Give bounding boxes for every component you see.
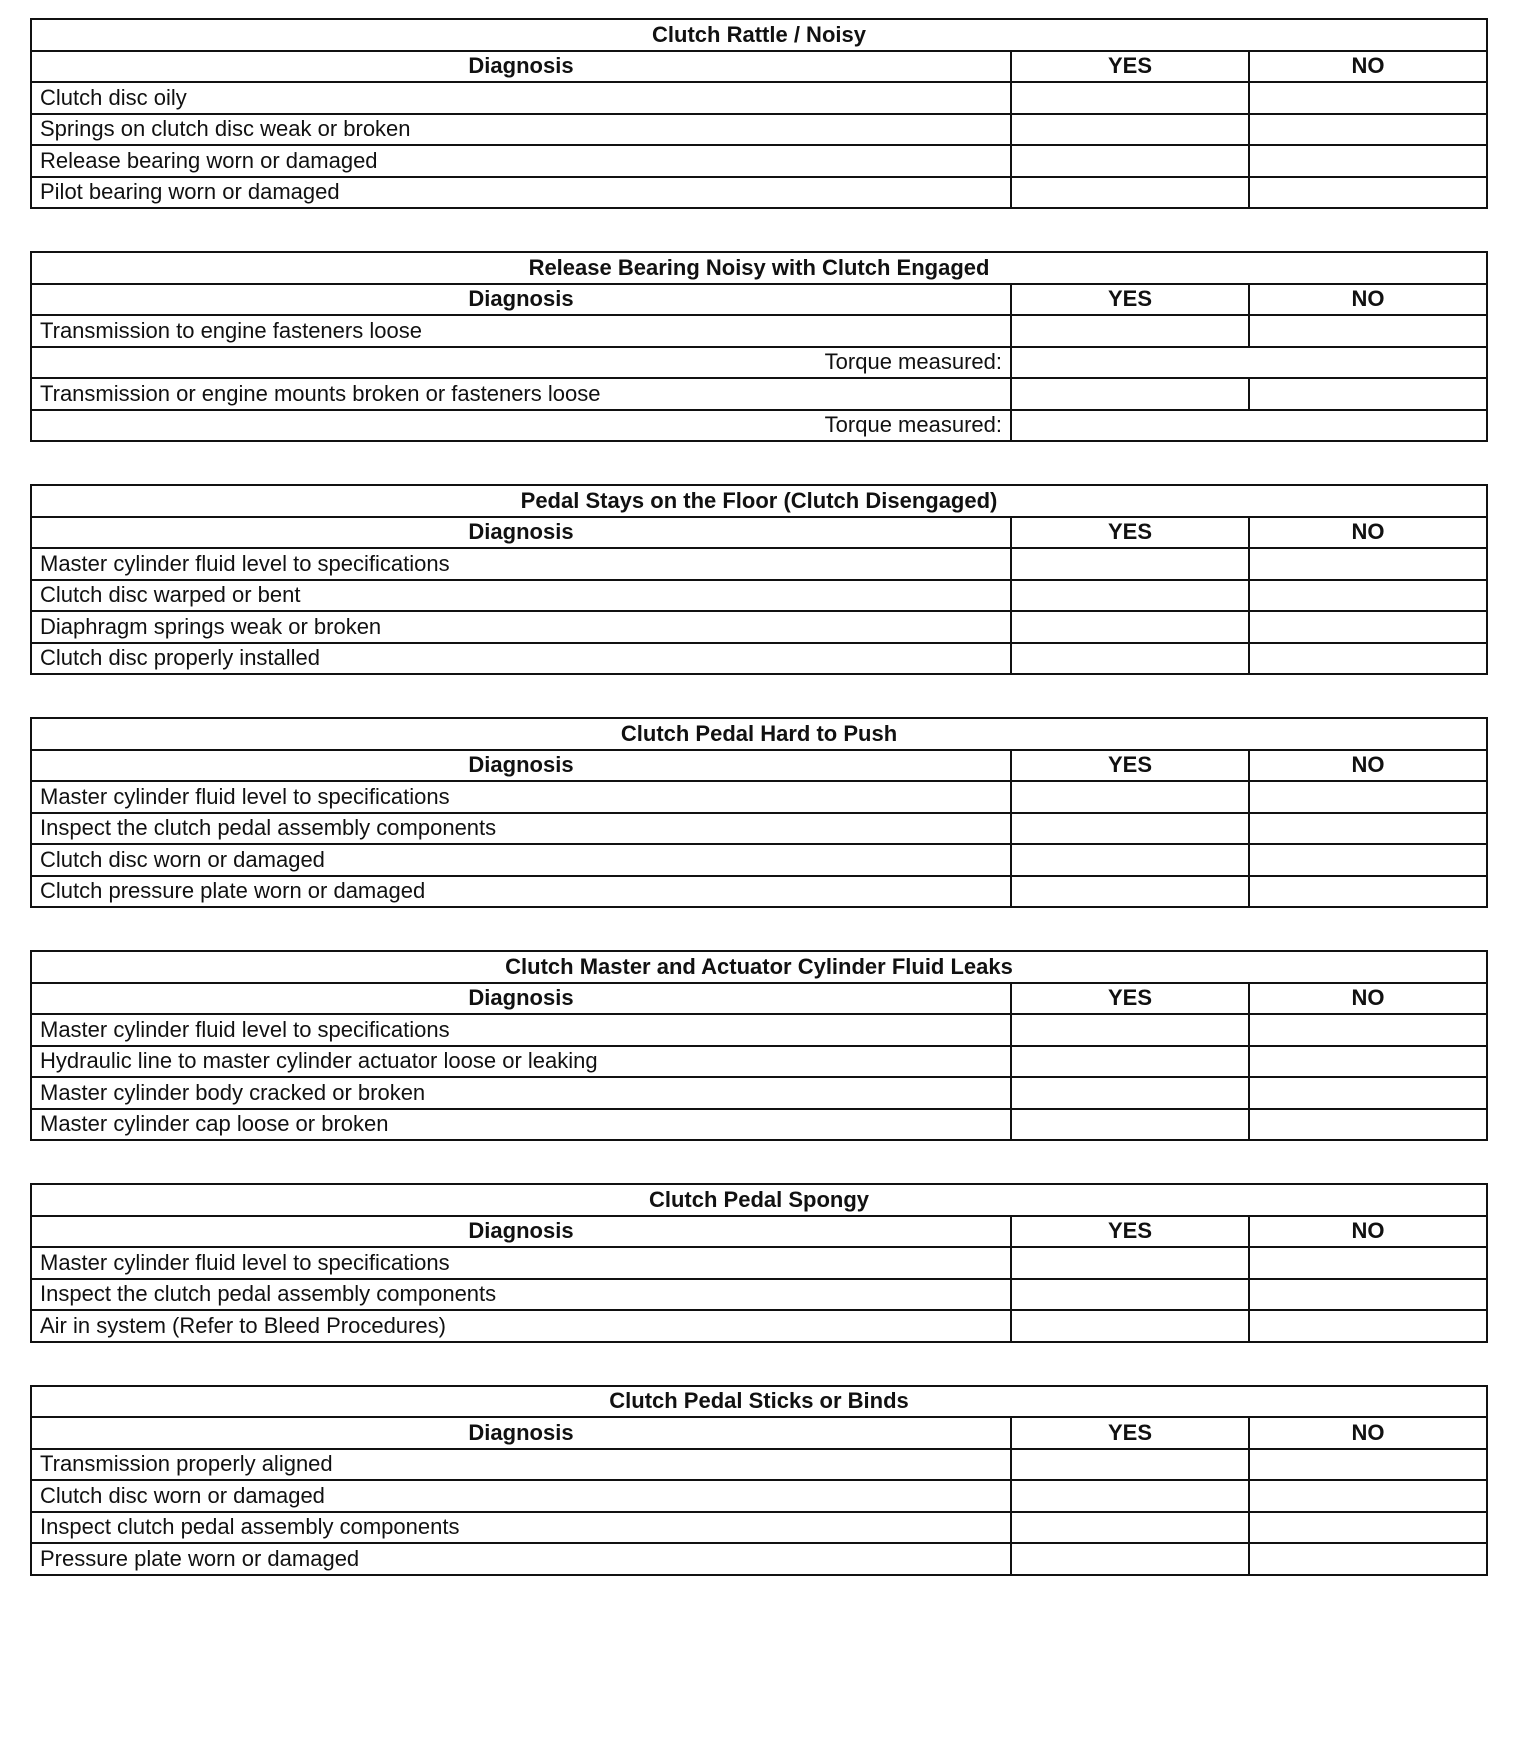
diagnosis-item: Clutch disc warped or bent bbox=[31, 580, 1011, 612]
yes-header: YES bbox=[1011, 750, 1249, 782]
table-header-row bbox=[31, 284, 1487, 316]
table-header-row bbox=[31, 983, 1487, 1015]
no-checkbox-cell[interactable] bbox=[1249, 1512, 1487, 1544]
table-row bbox=[31, 580, 1487, 612]
yes-checkbox-cell[interactable] bbox=[1011, 1543, 1249, 1575]
no-checkbox-cell[interactable] bbox=[1249, 844, 1487, 876]
diagnosis-header: Diagnosis bbox=[31, 517, 1011, 549]
diagnosis-item: Clutch pressure plate worn or damaged bbox=[31, 876, 1011, 908]
yes-checkbox-cell[interactable] bbox=[1011, 643, 1249, 675]
table-row bbox=[31, 1543, 1487, 1575]
table-title-row bbox=[31, 718, 1487, 750]
diagnosis-table bbox=[30, 717, 1488, 908]
diagnosis-item: Hydraulic line to master cylinder actuator loose or leaking bbox=[31, 1046, 1011, 1078]
no-checkbox-cell[interactable] bbox=[1249, 1310, 1487, 1342]
table-row bbox=[31, 82, 1487, 114]
no-checkbox-cell[interactable] bbox=[1249, 378, 1487, 410]
yes-checkbox-cell[interactable] bbox=[1011, 1449, 1249, 1481]
diagnosis-item: Inspect clutch pedal assembly components bbox=[31, 1512, 1011, 1544]
yes-header: YES bbox=[1011, 1216, 1249, 1248]
table-row bbox=[31, 114, 1487, 146]
torque-label: Torque measured: bbox=[31, 347, 1011, 379]
table-row bbox=[31, 1480, 1487, 1512]
no-checkbox-cell[interactable] bbox=[1249, 643, 1487, 675]
no-checkbox-cell[interactable] bbox=[1249, 813, 1487, 845]
diagnosis-item: Master cylinder fluid level to specifications bbox=[31, 1247, 1011, 1279]
table-title: Clutch Pedal Hard to Push bbox=[31, 718, 1487, 750]
table-row bbox=[31, 1310, 1487, 1342]
table-row bbox=[31, 548, 1487, 580]
diagnosis-item: Clutch disc worn or damaged bbox=[31, 844, 1011, 876]
table-row bbox=[31, 611, 1487, 643]
diagnosis-item: Transmission properly aligned bbox=[31, 1449, 1011, 1481]
diagnosis-item: Clutch disc worn or damaged bbox=[31, 1480, 1011, 1512]
table-title-row bbox=[31, 485, 1487, 517]
table-row bbox=[31, 315, 1487, 347]
no-checkbox-cell[interactable] bbox=[1249, 1279, 1487, 1311]
diagnosis-table bbox=[30, 1385, 1488, 1576]
no-checkbox-cell[interactable] bbox=[1249, 1449, 1487, 1481]
table-title-row bbox=[31, 1184, 1487, 1216]
no-checkbox-cell[interactable] bbox=[1249, 114, 1487, 146]
yes-checkbox-cell[interactable] bbox=[1011, 114, 1249, 146]
yes-checkbox-cell[interactable] bbox=[1011, 378, 1249, 410]
diagnosis-item: Pilot bearing worn or damaged bbox=[31, 177, 1011, 209]
table-header-row bbox=[31, 51, 1487, 83]
table-row bbox=[31, 177, 1487, 209]
diagnosis-table bbox=[30, 18, 1488, 209]
yes-header: YES bbox=[1011, 284, 1249, 316]
table-title: Clutch Pedal Spongy bbox=[31, 1184, 1487, 1216]
yes-checkbox-cell[interactable] bbox=[1011, 1512, 1249, 1544]
table-title: Clutch Master and Actuator Cylinder Fluid Leaks bbox=[31, 951, 1487, 983]
table-row bbox=[31, 1014, 1487, 1046]
table-row bbox=[31, 378, 1487, 410]
no-checkbox-cell[interactable] bbox=[1249, 1480, 1487, 1512]
table-row bbox=[31, 1247, 1487, 1279]
table-title: Clutch Pedal Sticks or Binds bbox=[31, 1386, 1487, 1418]
no-header: NO bbox=[1249, 983, 1487, 1015]
no-header: NO bbox=[1249, 1216, 1487, 1248]
diagnosis-item: Clutch disc oily bbox=[31, 82, 1011, 114]
no-checkbox-cell[interactable] bbox=[1249, 1014, 1487, 1046]
yes-checkbox-cell[interactable] bbox=[1011, 876, 1249, 908]
diagnosis-table bbox=[30, 484, 1488, 675]
diagnosis-item: Master cylinder fluid level to specifications bbox=[31, 1014, 1011, 1046]
yes-checkbox-cell[interactable] bbox=[1011, 548, 1249, 580]
yes-checkbox-cell[interactable] bbox=[1011, 1046, 1249, 1078]
yes-checkbox-cell[interactable] bbox=[1011, 1077, 1249, 1109]
torque-row bbox=[31, 410, 1487, 442]
table-title: Clutch Rattle / Noisy bbox=[31, 19, 1487, 51]
no-checkbox-cell[interactable] bbox=[1249, 177, 1487, 209]
table-row bbox=[31, 145, 1487, 177]
table-header-row bbox=[31, 1417, 1487, 1449]
table-row bbox=[31, 1279, 1487, 1311]
diagnosis-item: Pressure plate worn or damaged bbox=[31, 1543, 1011, 1575]
yes-checkbox-cell[interactable] bbox=[1011, 1279, 1249, 1311]
diagnosis-item: Master cylinder fluid level to specifications bbox=[31, 781, 1011, 813]
yes-checkbox-cell[interactable] bbox=[1011, 1310, 1249, 1342]
table-header-row bbox=[31, 1216, 1487, 1248]
no-checkbox-cell[interactable] bbox=[1249, 145, 1487, 177]
yes-header: YES bbox=[1011, 983, 1249, 1015]
diagnosis-table bbox=[30, 251, 1488, 442]
yes-checkbox-cell[interactable] bbox=[1011, 1109, 1249, 1141]
yes-header: YES bbox=[1011, 51, 1249, 83]
no-checkbox-cell[interactable] bbox=[1249, 1046, 1487, 1078]
no-header: NO bbox=[1249, 284, 1487, 316]
table-row bbox=[31, 844, 1487, 876]
torque-value-cell[interactable] bbox=[1011, 410, 1487, 442]
table-title: Release Bearing Noisy with Clutch Engaged bbox=[31, 252, 1487, 284]
table-row bbox=[31, 813, 1487, 845]
yes-checkbox-cell[interactable] bbox=[1011, 315, 1249, 347]
no-checkbox-cell[interactable] bbox=[1249, 781, 1487, 813]
diagnosis-header: Diagnosis bbox=[31, 1417, 1011, 1449]
yes-checkbox-cell[interactable] bbox=[1011, 580, 1249, 612]
torque-value-cell[interactable] bbox=[1011, 347, 1487, 379]
diagnosis-item: Master cylinder fluid level to specifications bbox=[31, 548, 1011, 580]
table-row bbox=[31, 1077, 1487, 1109]
yes-checkbox-cell[interactable] bbox=[1011, 177, 1249, 209]
diagnosis-header: Diagnosis bbox=[31, 1216, 1011, 1248]
table-title-row bbox=[31, 19, 1487, 51]
no-header: NO bbox=[1249, 51, 1487, 83]
table-title: Pedal Stays on the Floor (Clutch Disengaged) bbox=[31, 485, 1487, 517]
table-title-row bbox=[31, 951, 1487, 983]
table-row bbox=[31, 876, 1487, 908]
diagnosis-header: Diagnosis bbox=[31, 983, 1011, 1015]
no-checkbox-cell[interactable] bbox=[1249, 1543, 1487, 1575]
yes-checkbox-cell[interactable] bbox=[1011, 781, 1249, 813]
no-header: NO bbox=[1249, 750, 1487, 782]
yes-header: YES bbox=[1011, 1417, 1249, 1449]
yes-checkbox-cell[interactable] bbox=[1011, 1014, 1249, 1046]
no-checkbox-cell[interactable] bbox=[1249, 580, 1487, 612]
table-header-row bbox=[31, 517, 1487, 549]
table-title-row bbox=[31, 1386, 1487, 1418]
diagnosis-header: Diagnosis bbox=[31, 750, 1011, 782]
no-checkbox-cell[interactable] bbox=[1249, 315, 1487, 347]
table-row bbox=[31, 1512, 1487, 1544]
yes-checkbox-cell[interactable] bbox=[1011, 844, 1249, 876]
table-row bbox=[31, 1046, 1487, 1078]
diagnosis-item: Inspect the clutch pedal assembly components bbox=[31, 813, 1011, 845]
torque-label: Torque measured: bbox=[31, 410, 1011, 442]
diagnosis-item: Inspect the clutch pedal assembly components bbox=[31, 1279, 1011, 1311]
diagnosis-table bbox=[30, 1183, 1488, 1343]
yes-header: YES bbox=[1011, 517, 1249, 549]
diagnosis-item: Release bearing worn or damaged bbox=[31, 145, 1011, 177]
diagnosis-item: Air in system (Refer to Bleed Procedures) bbox=[31, 1310, 1011, 1342]
no-checkbox-cell[interactable] bbox=[1249, 876, 1487, 908]
diagnosis-header: Diagnosis bbox=[31, 284, 1011, 316]
no-checkbox-cell[interactable] bbox=[1249, 548, 1487, 580]
no-header: NO bbox=[1249, 517, 1487, 549]
no-checkbox-cell[interactable] bbox=[1249, 1077, 1487, 1109]
diagnosis-item: Diaphragm springs weak or broken bbox=[31, 611, 1011, 643]
yes-checkbox-cell[interactable] bbox=[1011, 1480, 1249, 1512]
diagnosis-sheet bbox=[30, 18, 1486, 1618]
diagnosis-table bbox=[30, 950, 1488, 1141]
diagnosis-item: Master cylinder cap loose or broken bbox=[31, 1109, 1011, 1141]
table-title-row bbox=[31, 252, 1487, 284]
yes-checkbox-cell[interactable] bbox=[1011, 82, 1249, 114]
torque-row bbox=[31, 347, 1487, 379]
diagnosis-item: Clutch disc properly installed bbox=[31, 643, 1011, 675]
diagnosis-item: Springs on clutch disc weak or broken bbox=[31, 114, 1011, 146]
table-row bbox=[31, 1109, 1487, 1141]
no-checkbox-cell[interactable] bbox=[1249, 1109, 1487, 1141]
diagnosis-item: Master cylinder body cracked or broken bbox=[31, 1077, 1011, 1109]
yes-checkbox-cell[interactable] bbox=[1011, 611, 1249, 643]
yes-checkbox-cell[interactable] bbox=[1011, 813, 1249, 845]
diagnosis-header: Diagnosis bbox=[31, 51, 1011, 83]
yes-checkbox-cell[interactable] bbox=[1011, 1247, 1249, 1279]
no-checkbox-cell[interactable] bbox=[1249, 82, 1487, 114]
diagnosis-item: Transmission to engine fasteners loose bbox=[31, 315, 1011, 347]
diagnosis-item: Transmission or engine mounts broken or fasteners loose bbox=[31, 378, 1011, 410]
table-row bbox=[31, 1449, 1487, 1481]
no-checkbox-cell[interactable] bbox=[1249, 1247, 1487, 1279]
table-row bbox=[31, 781, 1487, 813]
yes-checkbox-cell[interactable] bbox=[1011, 145, 1249, 177]
no-checkbox-cell[interactable] bbox=[1249, 611, 1487, 643]
table-header-row bbox=[31, 750, 1487, 782]
table-row bbox=[31, 643, 1487, 675]
no-header: NO bbox=[1249, 1417, 1487, 1449]
